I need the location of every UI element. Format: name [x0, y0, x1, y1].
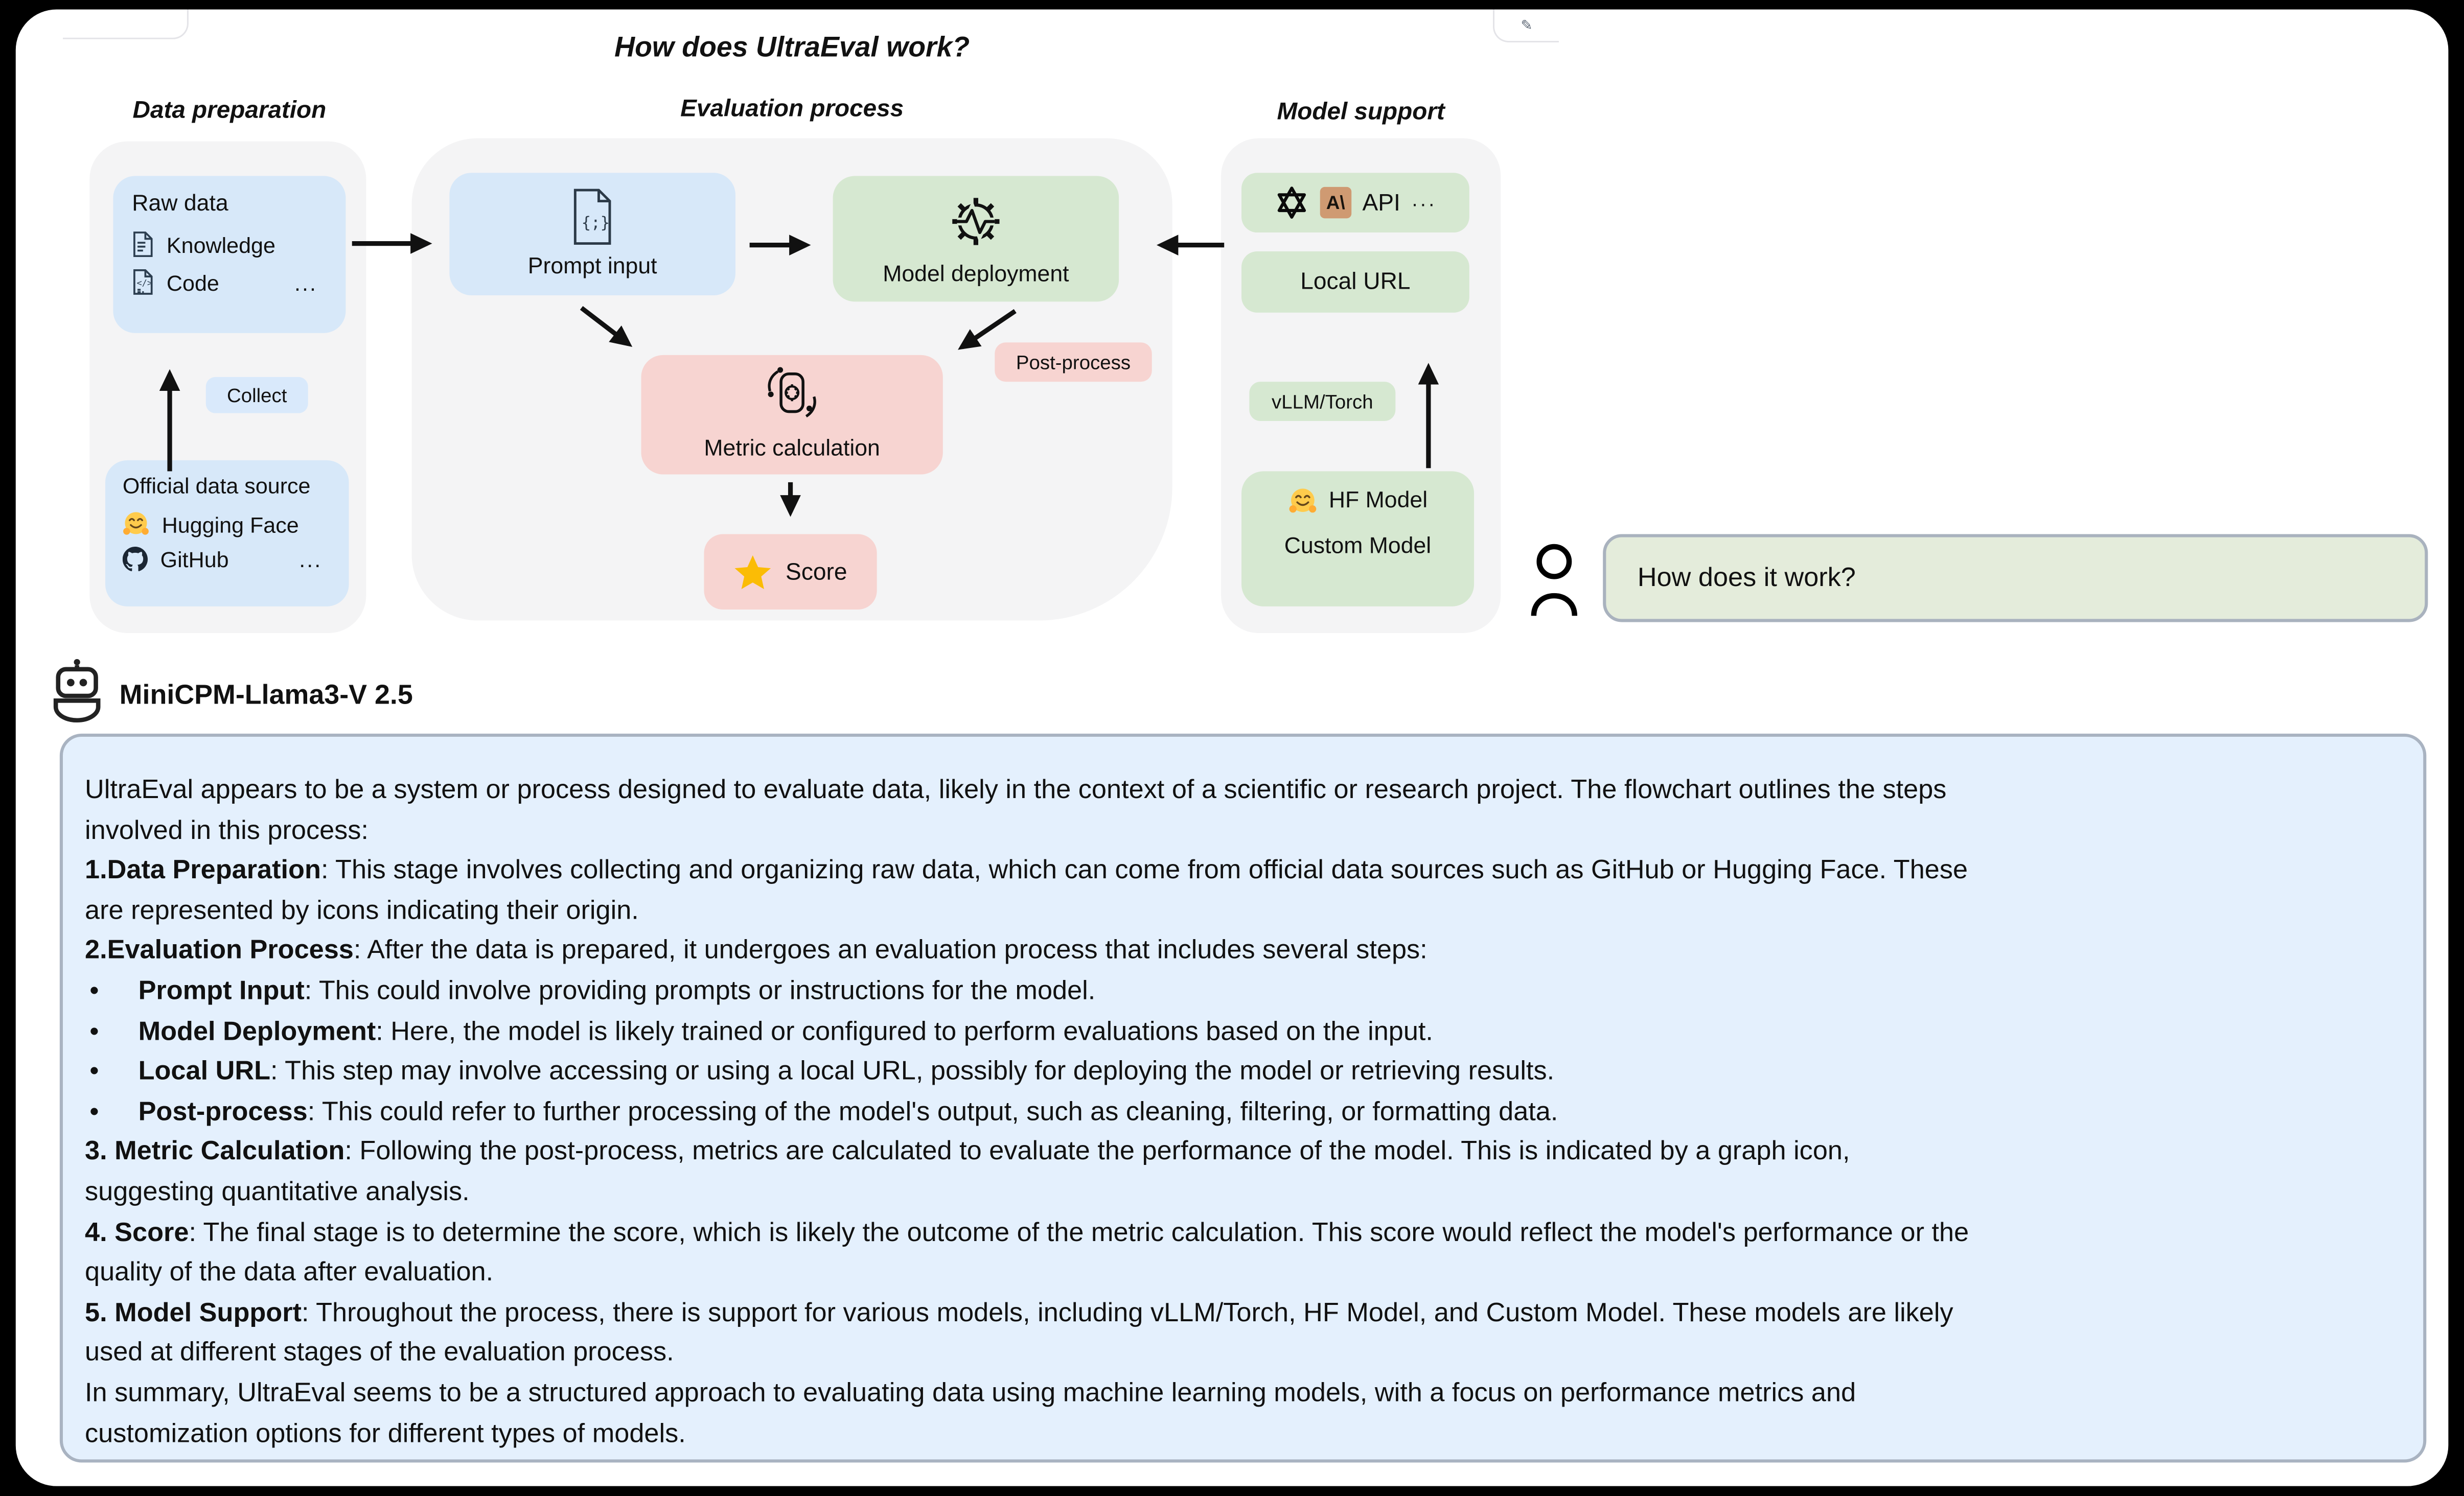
bullet: •: [89, 1056, 99, 1086]
answer-line: • Local URL: This step may involve accessing or using a local URL, possibly for deploying the model or retrieving results.: [85, 1051, 2401, 1091]
page-card: [16, 9, 2449, 1486]
answer-line: 5. Model Support: Throughout the process, there is support for various models, including vLLM/Torch, HF Model, and Custom Model. These models are likely: [85, 1297, 1953, 1327]
anthropic-icon: A\: [1320, 187, 1351, 218]
answer-line: are represented by icons indicating their origin.: [85, 895, 639, 925]
answer-line: 1.Data Preparation: This stage involves collecting and organizing raw data, which can come from official data sources such as GitHub or Hugging Face. These: [85, 855, 1968, 885]
answer-line: 2.Evaluation Process: After the data is prepared, it undergoes an evaluation process that includes several steps:: [85, 935, 1427, 966]
prompt-input-label: Prompt input: [527, 254, 657, 280]
robot-icon: [47, 657, 107, 722]
hf-model-label: HF Model: [1328, 488, 1428, 514]
answer-line: suggesting quantitative analysis.: [85, 1176, 470, 1207]
answer-line: In summary, UltraEval seems to be a structured approach to evaluating data using machine learning models, with a focus on performance metrics and: [85, 1377, 1856, 1408]
raw-data-item-knowledge: Knowledge: [132, 231, 327, 258]
answer-text: [85, 770, 2401, 1454]
answer-line: customization options for different types of models.: [85, 1417, 686, 1448]
column-header-evaluation-process: Evaluation process: [680, 96, 904, 123]
source-item-github: GitHub ...: [123, 547, 332, 572]
raw-data-item-code: </> Code ...: [132, 269, 327, 295]
official-source-title: Official data source: [122, 473, 311, 498]
answer-line: • Prompt Input: This could involve providing prompts or instructions for the model.: [85, 971, 2401, 1011]
user-message-bubble: [1603, 534, 2428, 622]
bullet: •: [89, 1015, 99, 1046]
answer-line: quality of the data after evaluation.: [85, 1257, 494, 1287]
answer-line: 3. Metric Calculation: Following the post-process, metrics are calculated to evaluate the performance of the model. This is indicated by a graph icon,: [85, 1136, 1850, 1166]
answer-line: used at different stages of the evaluation process.: [85, 1337, 674, 1367]
answer-line: 4. Score: The final stage is to determine the score, which is likely the outcome of the metric calculation. This score would reflect the model's performance or the: [85, 1217, 1969, 1247]
column-header-data-preparation: Data preparation: [132, 97, 327, 124]
model-deployment-label: Model deployment: [883, 262, 1069, 288]
answer-box: [60, 734, 2426, 1463]
column-header-model-support: Model support: [1277, 99, 1445, 126]
local-url-box: Local URL: [1241, 251, 1469, 313]
answer-line: • Post-process: This could refer to further processing of the model's output, such as cleaning, filtering, or formatting data.: [85, 1091, 2401, 1132]
diagram-title: How does UltraEval work?: [614, 31, 970, 63]
pencil-icon: ✎: [1521, 17, 1533, 33]
user-icon: [1529, 544, 1579, 619]
api-label: API: [1362, 189, 1400, 216]
score-label: Score: [786, 558, 847, 586]
api-ellipsis: ···: [1411, 191, 1437, 215]
answer-line: involved in this process:: [85, 814, 369, 845]
post-process-label: Post-process: [995, 342, 1152, 382]
answer-line: UltraEval appears to be a system or process designed to evaluate data, likely in the context of a scientific or research project. The flowchart outlines the steps: [85, 774, 1947, 805]
custom-model-label: Custom Model: [1284, 534, 1432, 559]
raw-data-title: Raw data: [132, 192, 228, 217]
collect-label: Collect: [206, 377, 308, 413]
bot-name: MiniCPM-Llama3-V 2.5: [119, 679, 413, 710]
source-item-hugging-face: Hugging Face: [123, 510, 332, 537]
svg-text:{;}: {;}: [581, 213, 610, 232]
user-message-text: How does it work?: [1637, 562, 1856, 593]
bullet: •: [89, 975, 99, 1006]
svg-text:</>: </>: [136, 277, 153, 288]
bullet: •: [89, 1096, 99, 1126]
vllm-torch-label: vLLM/Torch: [1249, 382, 1395, 421]
metric-calculation-label: Metric calculation: [704, 436, 880, 462]
answer-line: • Model Deployment: Here, the model is likely trained or configured to perform evaluations based on the input.: [85, 1011, 2401, 1051]
